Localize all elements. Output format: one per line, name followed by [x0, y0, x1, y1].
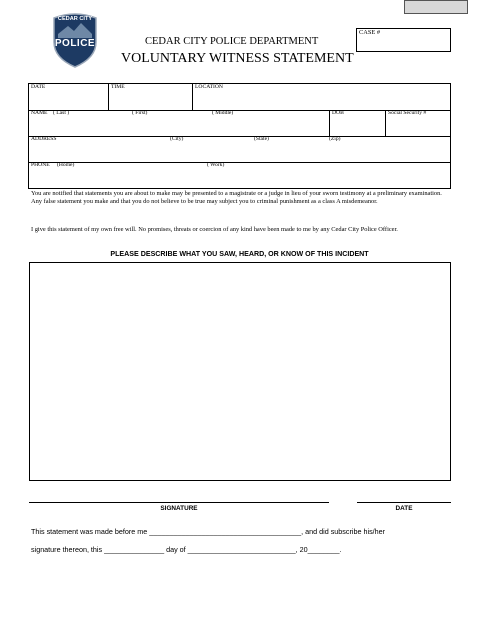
phone-field[interactable]: [29, 170, 449, 187]
name-field[interactable]: [29, 118, 327, 134]
work-phone-label: ( Work): [207, 162, 225, 168]
notice-paragraph: You are notified that statements you are about to make may be presented to a magistrate or a judge in lieu of your sworn testimony at a preliminary examination. Any false statement you make and that you do not believe to be true may subject you to criminal punishment as a class A misdemeanor.: [31, 190, 442, 206]
location-label: LOCATION: [195, 84, 223, 90]
signature-label: SIGNATURE: [160, 505, 198, 512]
dob-field[interactable]: [329, 118, 383, 134]
dob-label: DOB: [332, 110, 344, 116]
form-title: VOLUNTARY WITNESS STATEMENT: [121, 51, 354, 66]
signature-date-label: DATE: [395, 505, 413, 512]
time-label: TIME: [111, 84, 125, 90]
footer-line-1: This statement was made before me ______________________________________, and did subscribe his/her: [31, 527, 386, 536]
location-field[interactable]: [193, 92, 449, 108]
describe-heading: PLEASE DESCRIBE WHAT YOU SAW, HEARD, OR KNOW OF THIS INCIDENT: [110, 250, 369, 258]
ssn-field[interactable]: [385, 118, 449, 134]
first-name-label: ( First): [132, 110, 148, 116]
home-phone-label: (Home): [57, 162, 75, 168]
logo-text-main: POLICE: [54, 38, 96, 49]
address-field[interactable]: [29, 144, 449, 160]
incident-description-box[interactable]: [29, 262, 451, 481]
time-field[interactable]: [109, 92, 191, 108]
date-label: DATE: [31, 84, 46, 90]
phone-label: PHONE: [31, 162, 50, 168]
state-label: (State): [254, 136, 269, 142]
department-name: CEDAR CITY POLICE DEPARTMENT: [145, 36, 319, 47]
footer-line-2: signature thereon, this _______________ day of ___________________________, 20________.: [31, 545, 342, 554]
date-field[interactable]: [29, 92, 107, 108]
ssn-label: Social Security #: [388, 110, 427, 116]
logo-text-top: CEDAR CITY: [57, 16, 93, 22]
last-name-label: ( Last ): [53, 110, 70, 116]
name-label: NAME: [31, 110, 48, 116]
address-label: ADDRESS: [31, 136, 57, 142]
case-number-field[interactable]: [356, 28, 451, 52]
top-tab: [404, 0, 468, 14]
case-label: CASE #: [359, 29, 381, 36]
signature-date-field[interactable]: [357, 486, 451, 502]
signature-field[interactable]: [29, 486, 329, 502]
date-line: [357, 502, 451, 503]
zip-label: (Zip): [329, 136, 341, 142]
city-label: (City): [170, 136, 184, 142]
police-badge-logo: [50, 12, 100, 68]
signature-line: [29, 502, 329, 503]
middle-name-label: ( Middle): [212, 110, 234, 116]
free-will-paragraph: I give this statement of my own free will. No promises, threats or coercion of any kind have been made to me by any Cedar City Police Officer.: [31, 226, 398, 233]
